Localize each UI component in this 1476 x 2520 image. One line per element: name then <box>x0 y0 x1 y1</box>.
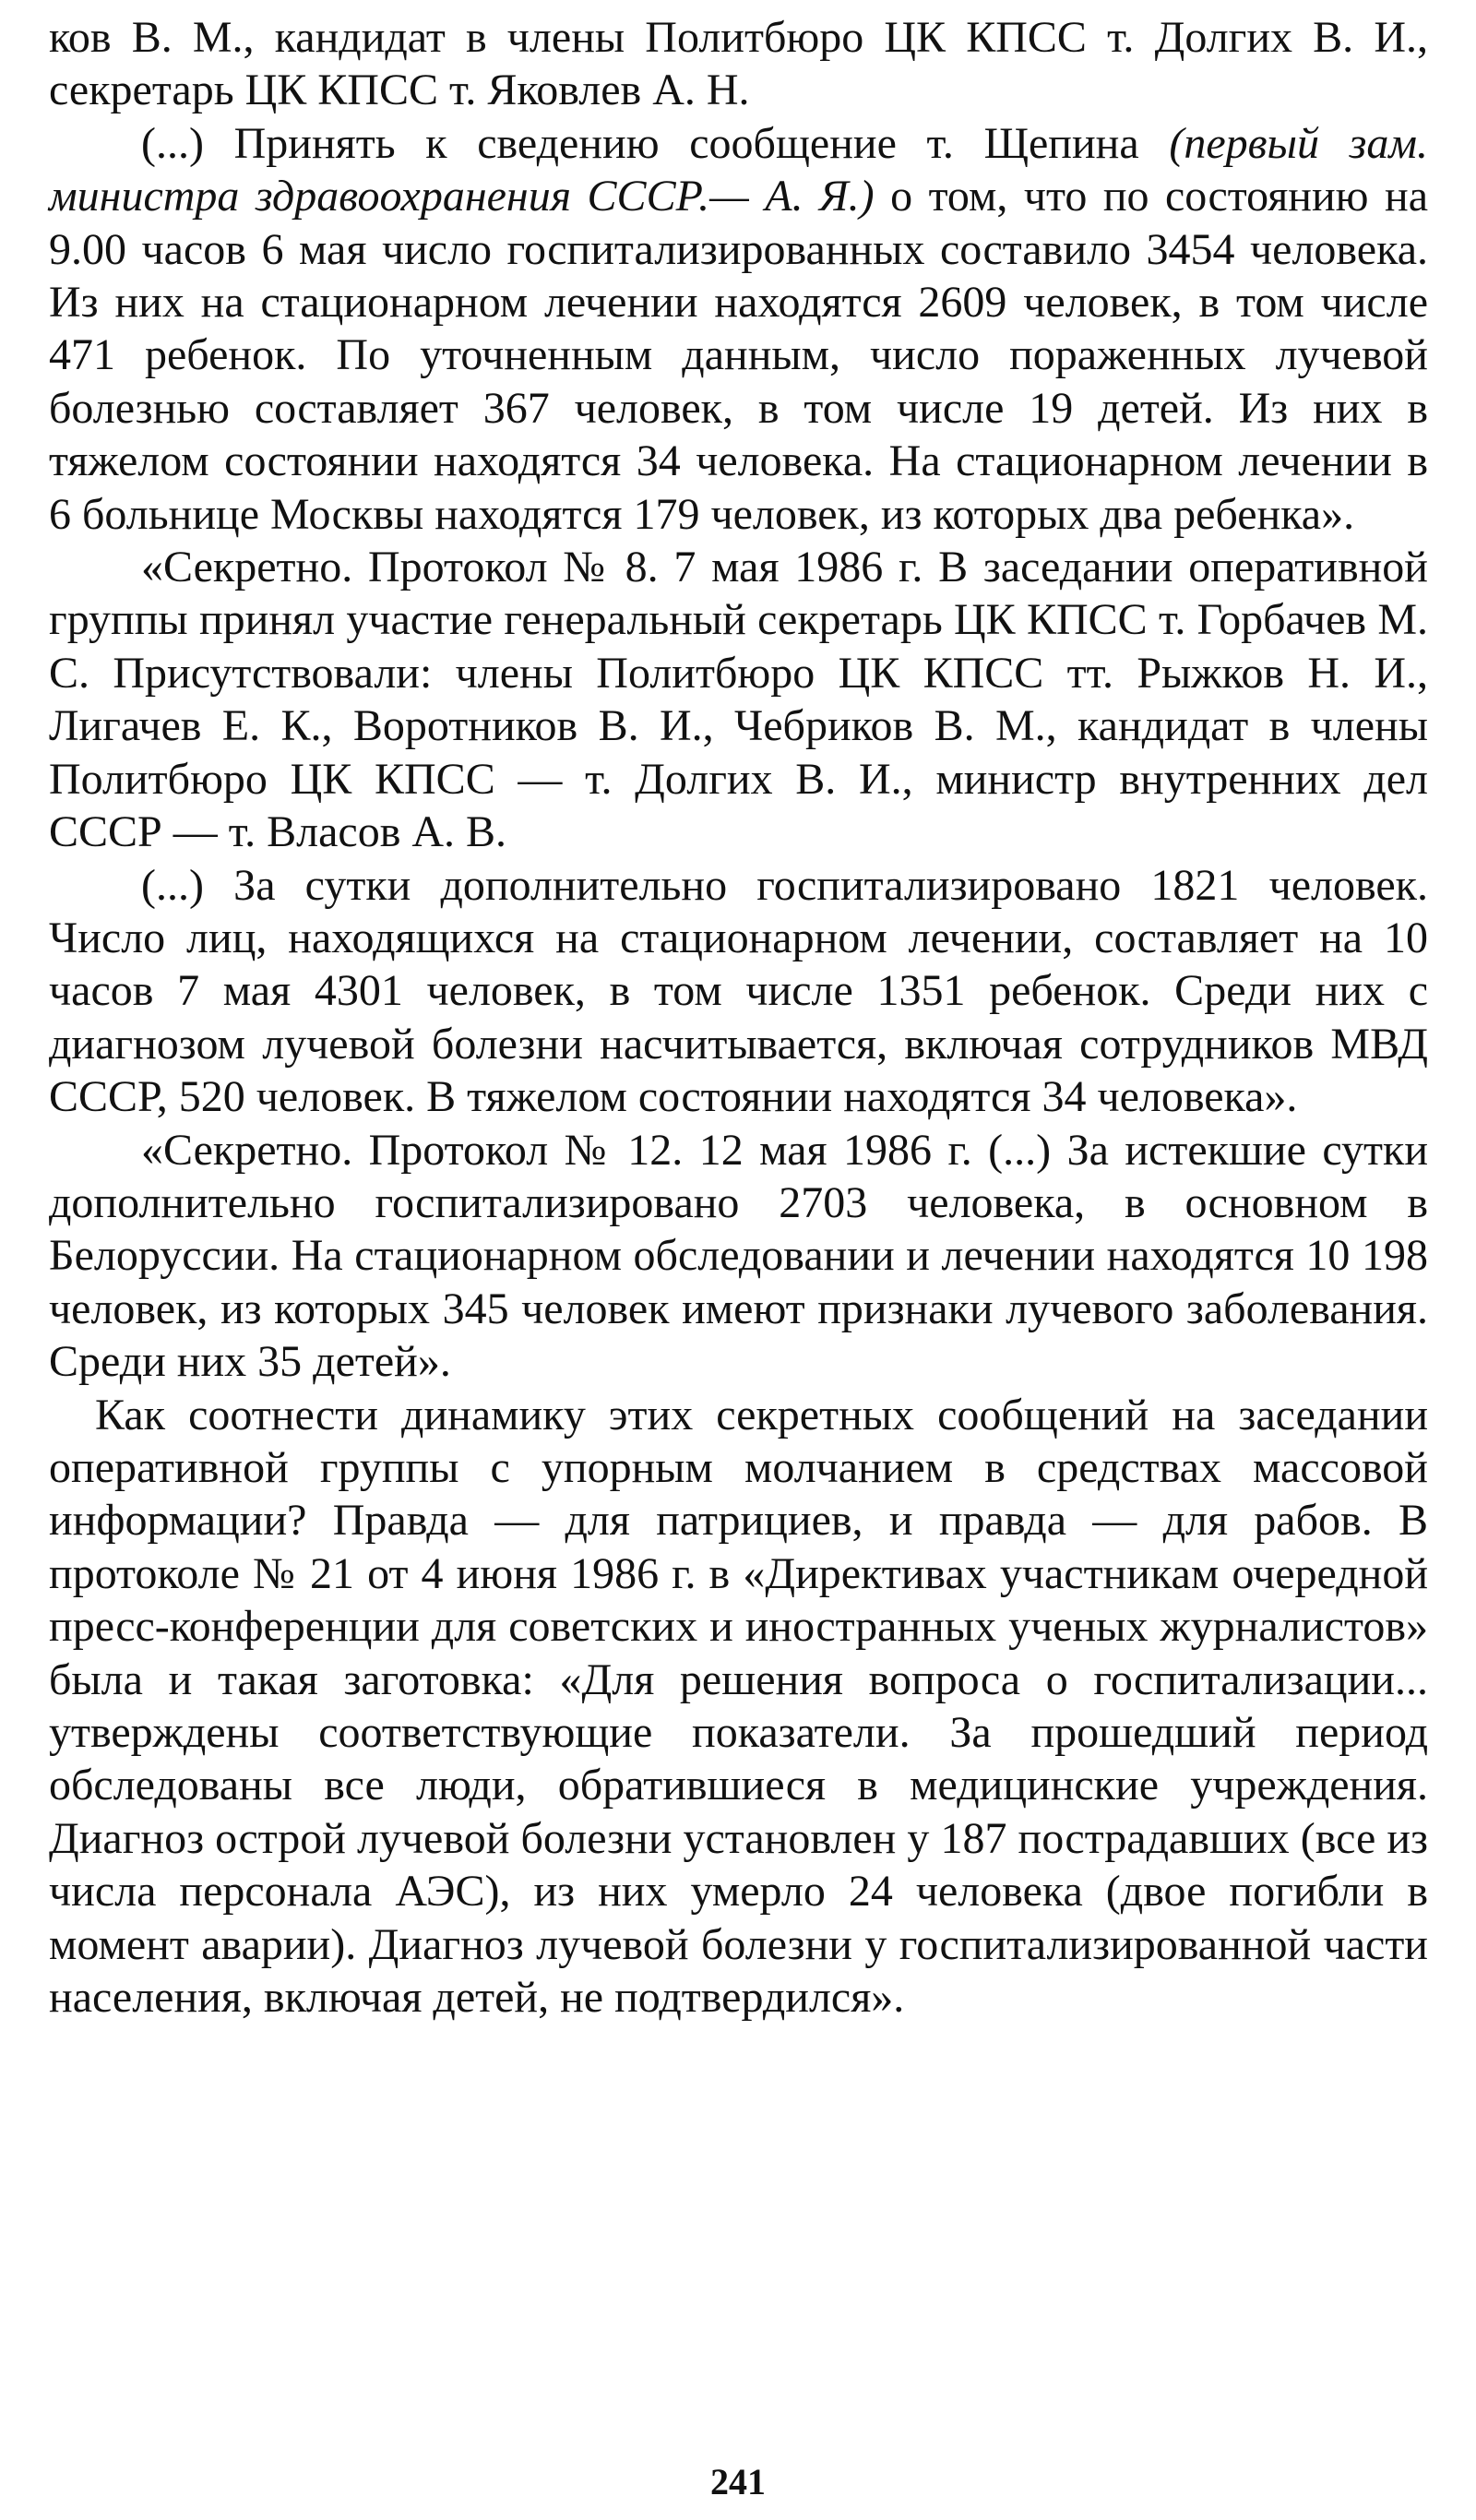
paragraph-text: (...) За сутки дополнительно госпитализировано 1821 человек. Число лиц, находящихся на стационарном лечении, составляет на 10 часов 7 мая 4301 человек, в том числе 1351 ребенок. Среди них с диагнозом лучевой болезни насчитывается, включая сотрудников МВД СССР, 520 человек. В тяжелом состоянии находятся 34 человека». <box>49 860 1428 1122</box>
body-text <box>49 11 1428 2024</box>
paragraph-continuation <box>49 11 1428 117</box>
paragraph-protocol-12 <box>49 1124 1428 1389</box>
paragraph-text: «Секретно. Протокол № 8. 7 мая 1986 г. В заседании оперативной группы принял участие генеральный секретарь ЦК КПСС т. Горбачев М. С. Присутствовали: члены Политбюро ЦК КПСС тт. Рыжков Н. И., Лигачев Е. К., Воротников В. И., Чебриков В. М., кандидат в члены Политбюро ЦК КПСС — т. Долгих В. И., министр внутренних дел СССР — т. Власов А. В. <box>49 543 1428 857</box>
paragraph-analysis <box>49 1389 1428 2024</box>
paragraph-text: Как соотнести динамику этих секретных сообщений на заседании оперативной группы с упорным молчанием в средствах массовой информации? Правда — для патрициев, и правда — для рабов. В протоколе № 21 от 4 июня 1986 г. в «Директивах участникам очередной пресс-конференции для советских и иностранных ученых журналистов» была и такая заготовка: «Для решения вопроса о госпитализации... утверждены соответствующие показатели. За прошедший период обследованы все люди, обратившиеся в медицинские учреждения. Диагноз острой лучевой болезни установлен у 187 пострадавших (все из числа персонала АЭС), из них умерло 24 человека (двое погибли в момент аварии). Диагноз лучевой болезни у госпитализированной части населения, включая детей, не подтвердился». <box>49 1390 1428 2023</box>
editorial-note: (первый зам. министра здравоохранения СССР.— А. Я.) <box>49 118 1428 221</box>
paragraph-text: ков В. М., кандидат в члены Политбюро ЦК КПСС т. Долгих В. И., секретарь ЦК КПСС т. Яковлев А. Н. <box>49 13 1428 115</box>
paragraph-protocol-8 <box>49 541 1428 858</box>
page-number: 241 <box>710 2461 766 2502</box>
paragraph-text-end: о том, что по состоянию на 9.00 часов 6 мая число госпитализированных составило 3454 человека. Из них на стационарном лечении находятся 2609 человек, в том числе 471 ребенок. По уточненным данным, число пораженных лучевой болезнью составляет 367 человек, в том числе 19 детей. Из них в тяжелом состоянии находятся 34 человека. На стационарном лечении в 6 больнице Москвы находятся 179 человек, из которых два ребенка». <box>49 172 1429 539</box>
paragraph-text-start: (...) Принять к сведению сообщение т. Щепина <box>141 118 1170 168</box>
paragraph-shchepin-report <box>49 117 1428 541</box>
paragraph-hospitalization-update <box>49 859 1428 1124</box>
paragraph-text: «Секретно. Протокол № 12. 12 мая 1986 г. (...) За истекшие сутки дополнительно госпитализировано 2703 человека, в основном в Белоруссии. На стационарном обследовании и лечении находятся 10 198 человек, из которых 345 человек имеют признаки лучевого заболевания. Среди них 35 детей». <box>49 1125 1428 1387</box>
